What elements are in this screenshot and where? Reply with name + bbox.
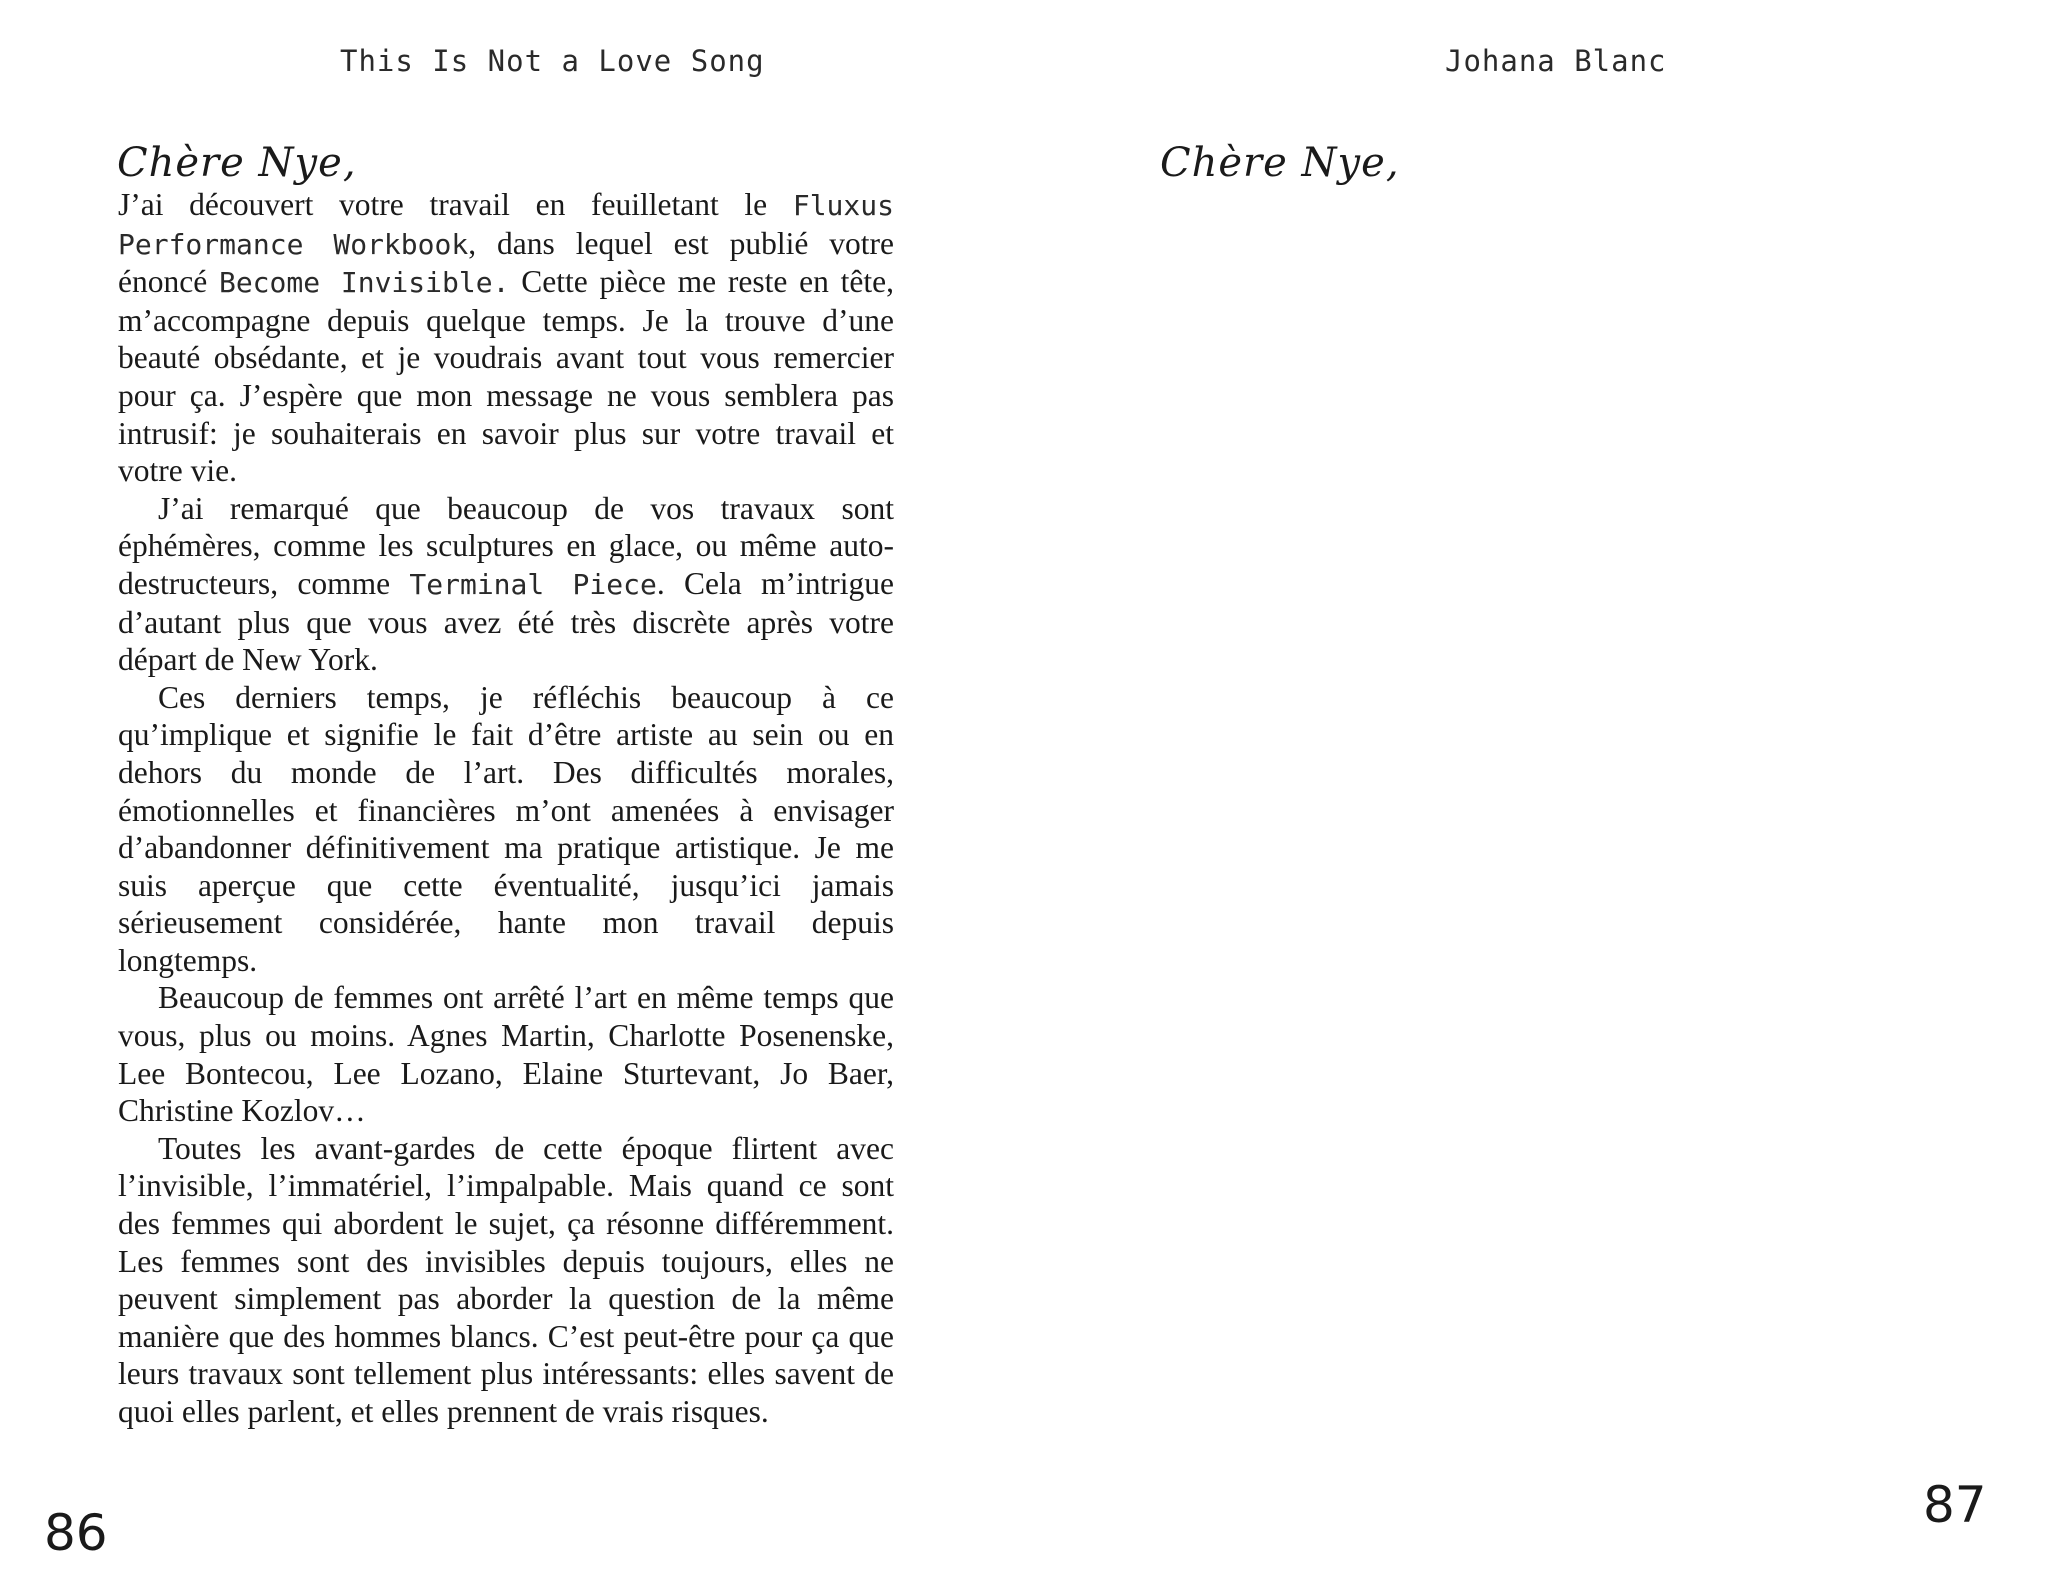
right-page [1023, 0, 2047, 1575]
paragraph-2-text-b: . Cela m’intrigue d’autant plus que vous avez été très discrète après votre départ de New York. [118, 565, 894, 678]
paragraph-5: Toutes les avant-gardes de cette époque flirtent avec l’invisible, l’immatériel, l’impalpable. Mais quand ce sont des femmes qui abordent le sujet, ça résonne différemment. Les femmes sont des invisibles depuis toujours, elles ne peuvent simplement pas aborder la question de la même manière que des hommes blancs. C’est peut-être pour ça que leurs travaux sont tellement plus intéressants: elles savent de quoi elles parlent, et elles prennent de vrais risques. [118, 1130, 894, 1429]
paragraph-1 [118, 186, 894, 490]
running-head-author: Johana Blanc [1445, 44, 1667, 78]
work-title-fluxus-workbook: Fluxus Performance Workbook [118, 189, 894, 261]
page-number: 87 [1923, 1476, 1987, 1534]
paragraph-3: Ces derniers temps, je réfléchis beaucoup à ce qu’implique et signifie le fait d’être artiste au sein ou en dehors du monde de l’art. Des difficultés morales, émotionnelles et financières m’ont amenées à envisager d’abandonner définitivement ma pratique artistique. Je me suis aperçue que cette éventualité, jusqu’ici jamais sérieusement considérée, hante mon travail depuis longtemps. [118, 679, 894, 978]
paragraph-1-text-a: J’ai découvert votre travail en feuilletant le [118, 187, 793, 222]
running-head-title: This Is Not a Love Song [340, 44, 765, 78]
work-title-terminal-piece: Terminal Piece [409, 567, 657, 601]
paragraph-1-text-c: Cette pièce me reste en tête, m’accompagne depuis quelque temps. Je la trouve d’une beauté obsédante, et je voudrais avant tout vous remercier pour ça. J’espère que mon message ne vous semblera pas intrusif: je souhaiterais en savoir plus sur votre travail et votre vie. [118, 264, 894, 489]
salutation: Chère Nye, [1160, 140, 1400, 186]
paragraph-1-text-b: , dans lequel est publié votre énoncé [118, 225, 895, 300]
left-page [0, 0, 1023, 1575]
paragraph-2-text-a: J’ai remarqué que beaucoup de vos travaux sont éphémères, comme les sculptures en glace, ou même auto-destructeurs, comme [118, 490, 894, 601]
paragraph-2 [118, 490, 894, 679]
salutation: Chère Nye, [117, 140, 357, 186]
work-title-become-invisible: Become Invisible. [218, 266, 510, 300]
letter-body [118, 186, 894, 1431]
page-number: 86 [44, 1504, 108, 1562]
paragraph-4: Beaucoup de femmes ont arrêté l’art en même temps que vous, plus ou moins. Agnes Martin, Charlotte Posenenske, Lee Bontecou, Lee Lozano, Elaine Sturtevant, Jo Baer, Christine Kozlov… [118, 980, 894, 1129]
